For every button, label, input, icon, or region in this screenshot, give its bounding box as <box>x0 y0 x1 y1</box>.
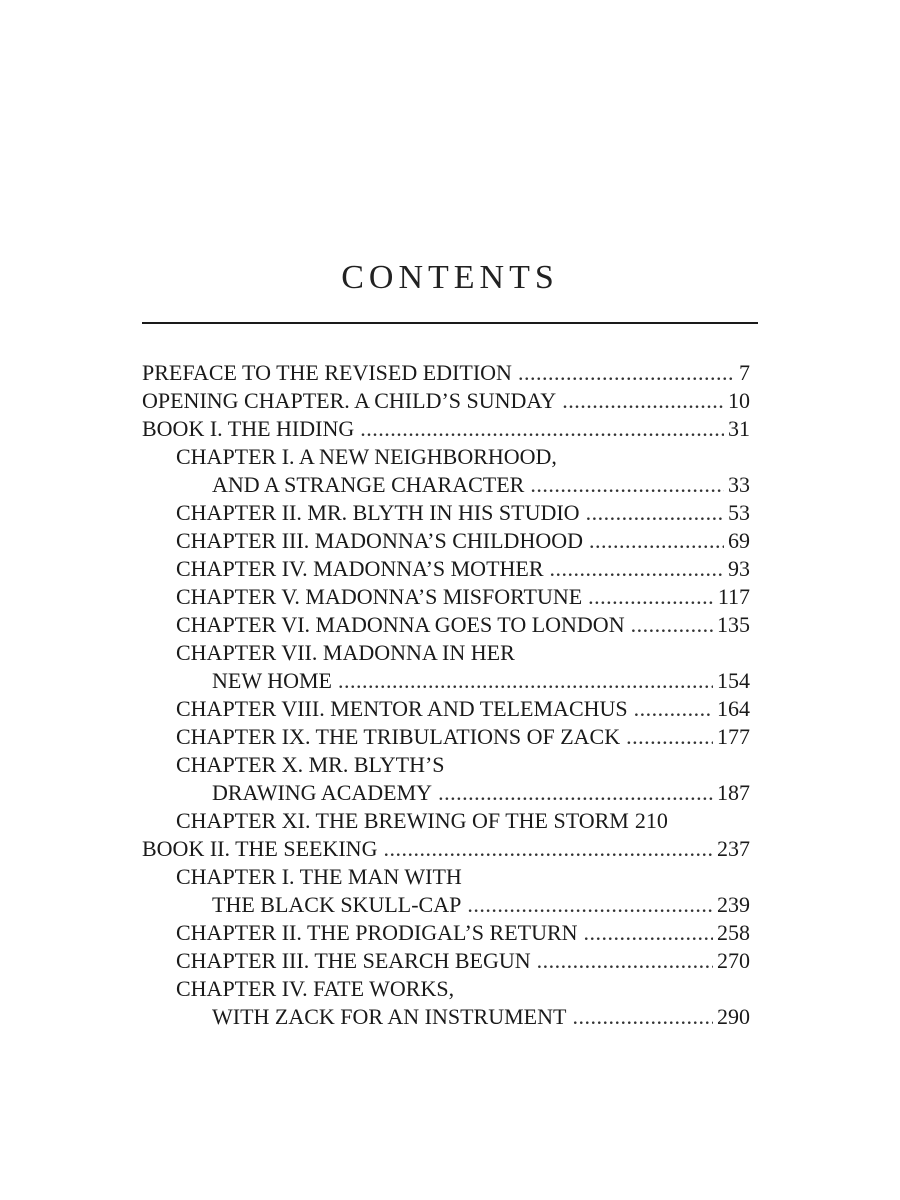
toc-entry <box>142 695 750 723</box>
toc-page-number: 290 <box>717 1004 750 1029</box>
dot-leader <box>589 527 724 555</box>
toc-entry-title: CHAPTER VIII. MENTOR AND TELEMACHUS <box>176 696 628 721</box>
toc-page-number: 177 <box>717 724 750 749</box>
toc-page-number: 135 <box>717 612 750 637</box>
title-divider <box>142 322 758 324</box>
toc-entry <box>142 611 750 639</box>
page-title: CONTENTS <box>341 259 559 296</box>
toc-page-number: 10 <box>728 388 750 413</box>
dot-leader <box>631 611 713 639</box>
toc-entry-title: DRAWING ACADEMY <box>212 780 433 805</box>
dot-leader <box>572 1003 713 1031</box>
dot-leader <box>438 779 713 807</box>
toc-entry <box>142 443 750 471</box>
toc-entry-title: CHAPTER I. THE MAN WITH <box>176 864 462 889</box>
dot-leader <box>634 695 713 723</box>
toc-entry-title: CHAPTER IV. FATE WORKS, <box>176 976 455 1001</box>
toc-entry <box>142 471 750 499</box>
toc-entry <box>142 667 750 695</box>
toc-entry-title: WITH ZACK FOR AN INSTRUMENT <box>212 1004 567 1029</box>
dot-leader <box>626 723 713 751</box>
toc-entry <box>142 499 750 527</box>
toc-entry-title: NEW HOME <box>212 668 332 693</box>
table-of-contents <box>142 359 750 1031</box>
toc-entry <box>142 555 750 583</box>
dot-leader <box>467 891 713 919</box>
toc-entry <box>142 947 750 975</box>
toc-entry <box>142 975 750 1003</box>
dot-leader <box>518 359 735 387</box>
toc-entry <box>142 919 750 947</box>
toc-entry-title: CHAPTER III. THE SEARCH BEGUN <box>176 948 531 973</box>
toc-entry-title: THE BLACK SKULL-CAP <box>212 892 462 917</box>
toc-entry-title: AND A STRANGE CHARACTER <box>212 472 525 497</box>
toc-entry-title: PREFACE TO THE REVISED EDITION <box>142 360 512 385</box>
toc-entry-title: CHAPTER IV. MADONNA’S MOTHER <box>176 556 544 581</box>
toc-entry <box>142 639 750 667</box>
toc-entry <box>142 527 750 555</box>
dot-leader <box>537 947 713 975</box>
toc-entry <box>142 891 750 919</box>
dot-leader <box>383 835 713 863</box>
toc-page-number: 69 <box>728 528 750 553</box>
toc-page-number: 117 <box>717 584 750 609</box>
toc-page-number: 53 <box>728 500 750 525</box>
toc-entry <box>142 1003 750 1031</box>
toc-entry-title: CHAPTER VII. MADONNA IN HER <box>176 640 515 665</box>
dot-leader <box>562 387 724 415</box>
dot-leader <box>360 415 724 443</box>
dot-leader <box>588 583 714 611</box>
toc-entry <box>142 415 750 443</box>
toc-entry-title: CHAPTER XI. THE BREWING OF THE STORM <box>176 808 629 833</box>
toc-page-number: 164 <box>717 696 750 721</box>
toc-entry <box>142 835 750 863</box>
toc-page-number: 239 <box>717 892 750 917</box>
toc-page-number: 7 <box>739 360 750 385</box>
toc-entry-title: CHAPTER I. A NEW NEIGHBORHOOD, <box>176 444 557 469</box>
toc-page-number: 93 <box>728 556 750 581</box>
toc-page-number: 237 <box>717 836 750 861</box>
dot-leader <box>338 667 713 695</box>
toc-entry <box>142 751 750 779</box>
toc-entry <box>142 387 750 415</box>
dot-leader <box>586 499 724 527</box>
toc-entry-title: CHAPTER X. MR. BLYTH’S <box>176 752 445 777</box>
toc-page-number: 270 <box>717 948 750 973</box>
toc-entry <box>142 723 750 751</box>
toc-page-number: 33 <box>728 472 750 497</box>
toc-entry <box>142 807 750 835</box>
toc-entry-title: CHAPTER IX. THE TRIBULATIONS OF ZACK <box>176 724 621 749</box>
toc-page-number: 154 <box>717 668 750 693</box>
toc-entry-title: BOOK I. THE HIDING <box>142 416 355 441</box>
toc-entry <box>142 359 750 387</box>
toc-entry <box>142 779 750 807</box>
dot-leader <box>584 919 713 947</box>
dot-leader <box>530 471 724 499</box>
toc-entry-title: CHAPTER II. MR. BLYTH IN HIS STUDIO <box>176 500 580 525</box>
toc-page-number: 210 <box>634 808 668 833</box>
dot-leader <box>550 555 724 583</box>
toc-entry-title: BOOK II. THE SEEKING <box>142 836 378 861</box>
toc-entry-title: CHAPTER V. MADONNA’S MISFORTUNE <box>176 584 583 609</box>
toc-entry-title: CHAPTER III. MADONNA’S CHILDHOOD <box>176 528 583 553</box>
toc-entry-title: OPENING CHAPTER. A CHILD’S SUNDAY <box>142 388 557 413</box>
toc-entry <box>142 583 750 611</box>
toc-entry <box>142 863 750 891</box>
toc-page-number: 31 <box>728 416 750 441</box>
toc-page-number: 258 <box>717 920 750 945</box>
toc-page-number: 187 <box>717 780 750 805</box>
toc-entry-title: CHAPTER VI. MADONNA GOES TO LONDON <box>176 612 625 637</box>
toc-entry-title: CHAPTER II. THE PRODIGAL’S RETURN <box>176 920 578 945</box>
